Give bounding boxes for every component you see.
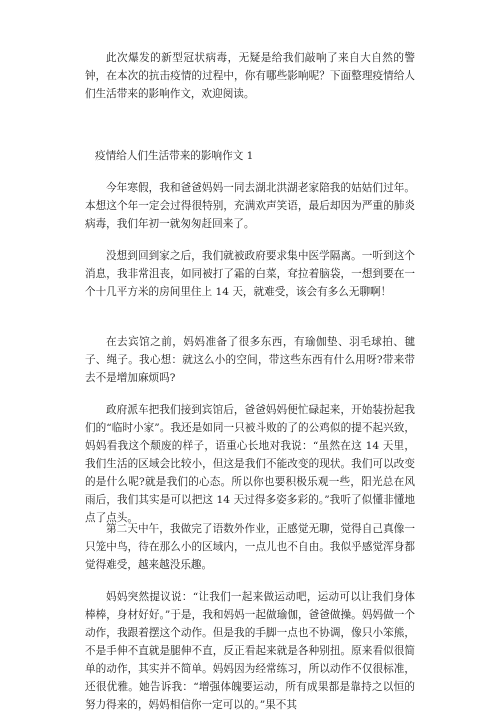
paragraph-5: 第二天中午，我做完了语数外作业，正感觉无聊，觉得自己真像一只笼中鸟，待在那么小的区域内，一点儿也不自由。我似乎感觉浑身都觉得难受，越来越没乐趣。: [85, 523, 415, 571]
paragraph-3: 在去宾馆之前，妈妈准备了很多东西，有瑜伽垫、羽毛球拍、毽子、绳子。我心想：就这么小的空间，带这些东西有什么用呀?带来带去不是增加麻烦吗?: [85, 336, 415, 384]
intro-paragraph: 此次爆发的新型冠状病毒，无疑是给我们敲响了来自大自然的警钟，在本次的抗击疫情的过程中，你有哪些影响呢？下面整理疫情给人们生活带来的影响作文，欢迎阅读。: [85, 52, 415, 100]
section-heading: 疫情给人们生活带来的影响作文 1: [95, 150, 254, 162]
paragraph-4: 政府派车把我们接到宾馆后，爸爸妈妈便忙碌起来，开始装扮起我们的“临时小家”。我还是如同一只被斗败的了的公鸡似的提不起兴致，妈妈看我这个颓废的样子，语重心长地对我说：“虽然在这 14 天里，我们生活的区域会比较小，但这是我们不能改变的现状。我们可以改变的是什么呢?就是我们的心态。所以你也要积极乐观一些，阳光总在风雨后，我们其实是可以把这 14 天过得多姿多彩的。”我听了似懂非懂地点了点头。: [85, 404, 415, 524]
paragraph-2: 没想到回到家之后，我们就被政府要求集中医学隔离。一听到这个消息，我非常沮丧，如同被打了霜的白菜，耷拉着脑袋，一想到要在一个十几平方米的房间里住上 14 天，就难受，该会有多么无聊啊！: [85, 250, 415, 298]
paragraph-6: 妈妈突然提议说：“让我们一起来做运动吧，运动可以让我们身体棒棒，身材好好。”于是，我和妈妈一起做瑜伽，爸爸做操。妈妈做一个动作，我跟着摆这个动作。但是我的手脚一点也不协调，像只小笨熊，不是手伸不直就是腿伸不直，反正看起来就是各种别扭。原来看似很简单的动作，其实并不简单。妈妈因为经常练习，所以动作不仅很标准，还很优雅。她告诉我：“增强体魄要运动，所有成果都是靠持之以恒的努力得来的，妈妈相信你一定可以的。”果不其: [85, 591, 415, 711]
paragraph-1: 今年寒假，我和爸爸妈妈一同去湖北洪湖老家陪我的姑姑们过年。本想这个年一定会过得很特别，充满欢声笑语，最后却因为严重的肺炎病毒，我们年初一就匆匆赶回来了。: [85, 182, 415, 230]
